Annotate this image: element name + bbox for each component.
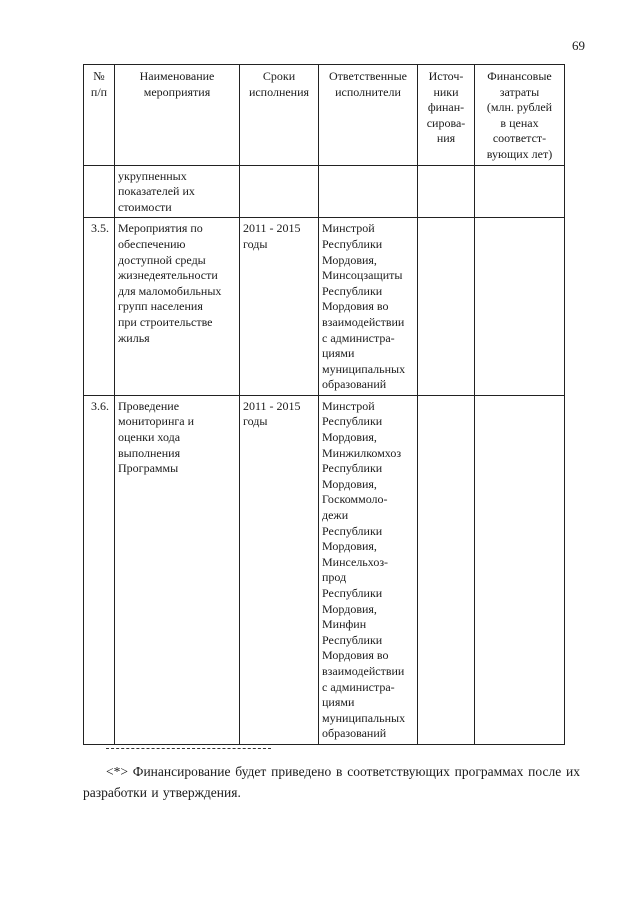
- page-number: 69: [572, 38, 585, 53]
- row-term: 2011 - 2015 годы: [240, 218, 319, 396]
- row-activity-name: Проведение мониторинга и оценки хода выполнения Программы: [115, 395, 240, 744]
- header-term: Сроки исполнения: [240, 65, 319, 166]
- row-number: [84, 165, 115, 218]
- header-executors: Ответственные исполнители: [319, 65, 418, 166]
- header-funding-sources: Источ- ники финан- сирова- ния: [418, 65, 475, 166]
- row-financial-costs: [475, 165, 565, 218]
- header-financial-costs: Финансовые затраты (млн. рублей в ценах соответст- вующих лет): [475, 65, 565, 166]
- row-funding-sources: [418, 395, 475, 744]
- row-executors: [319, 165, 418, 218]
- row-funding-sources: [418, 165, 475, 218]
- row-term: 2011 - 2015 годы: [240, 395, 319, 744]
- row-term: [240, 165, 319, 218]
- row-number: 3.5.: [84, 218, 115, 396]
- table-row: [84, 218, 565, 396]
- footnote-text: <*> Финансирование будет приведено в соответствующих программах после их разработки и утверждения.: [83, 764, 580, 800]
- row-executors: Минстрой Республики Мордовия, Минжилкомхоз Республики Мордовия, Госкоммоло- дежи Республики Мордовия, Минсельхоз- прод Республики Мордовия, Минфин Республики Мордовия во взаимодействии с администра- циями муниципальных образований: [319, 395, 418, 744]
- header-activity-name: Наименование мероприятия: [115, 65, 240, 166]
- row-number: 3.6.: [84, 395, 115, 744]
- row-financial-costs: [475, 218, 565, 396]
- row-financial-costs: [475, 395, 565, 744]
- row-executors: Минстрой Республики Мордовия, Минсоцзащиты Республики Мордовия во взаимодействии с администра- циями муниципальных образований: [319, 218, 418, 396]
- table-header-row: [84, 65, 565, 166]
- activities-table: [83, 64, 565, 745]
- footnote-separator: [106, 748, 271, 749]
- row-funding-sources: [418, 218, 475, 396]
- row-activity-name: Мероприятия по обеспечению доступной среды жизнедеятельности для маломобильных групп населения при строительстве жилья: [115, 218, 240, 396]
- table-row: [84, 395, 565, 744]
- header-number: № п/п: [84, 65, 115, 166]
- row-activity-name: укрупненных показателей их стоимости: [115, 165, 240, 218]
- table-row: [84, 165, 565, 218]
